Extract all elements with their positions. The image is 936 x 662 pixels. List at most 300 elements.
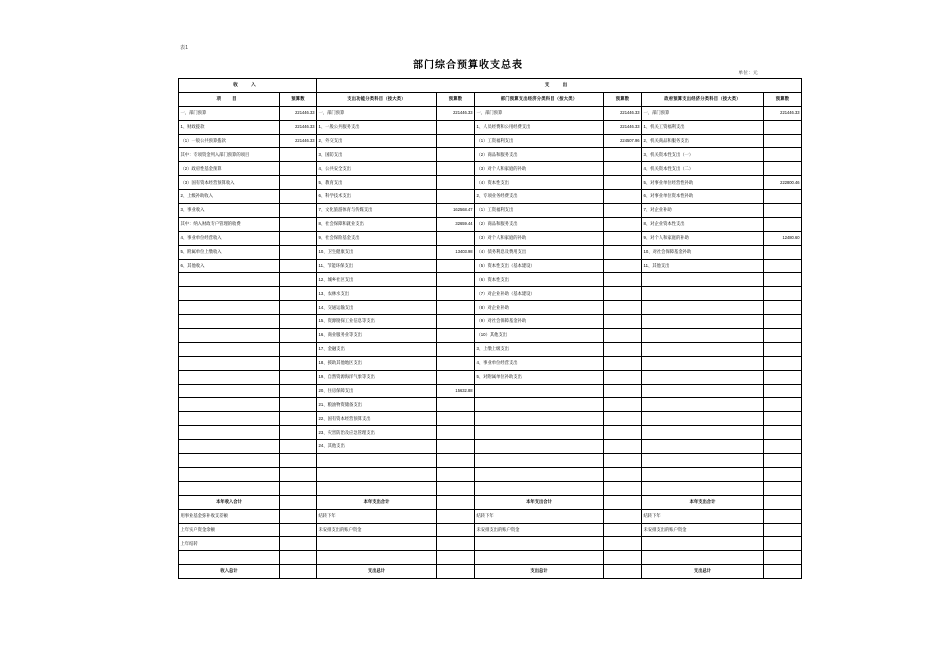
cell-func-amount xyxy=(437,231,475,245)
cell-gov-amount xyxy=(764,315,802,329)
cell-gov-total-label: 支出总计 xyxy=(642,565,764,579)
table-row xyxy=(179,176,802,190)
cell-func-item: 17、金融支出 xyxy=(317,342,437,356)
cell-func-item: 9、社会保险基金支出 xyxy=(317,231,437,245)
cell-dept-item: （3）对个人和家庭的补助 xyxy=(475,231,604,245)
cell-gov-amount xyxy=(764,204,802,218)
cell-income-item xyxy=(179,287,280,301)
cell-dept-amount xyxy=(604,259,642,273)
cell-income-amount xyxy=(280,342,317,356)
cell-func-amount: 221446.33 xyxy=(437,106,475,120)
cell-gov-item xyxy=(642,426,764,440)
cell-func-amount xyxy=(437,287,475,301)
cell-gov-total-amount xyxy=(764,565,802,579)
cell-dept-amount xyxy=(604,454,642,468)
table-row xyxy=(179,245,802,259)
column-header-dept-item: 部门预算支出经济分类科目（按大类） xyxy=(475,92,604,106)
table-row xyxy=(179,162,802,176)
cell-income-item xyxy=(179,329,280,343)
cell-dept-subtotal-amount xyxy=(604,495,642,509)
cell-func-amount xyxy=(437,342,475,356)
cell-dept-item: （9）对社会保障基金补助 xyxy=(475,315,604,329)
cell-func-item: 6、科学技术支出 xyxy=(317,190,437,204)
cell-gov-item: 一、部门预算 xyxy=(642,106,764,120)
budget-table-body xyxy=(179,79,802,579)
cell-dept-item: 一、部门预算 xyxy=(475,106,604,120)
cell-dept-amount xyxy=(604,273,642,287)
cell-func-item: 20、住房保障支出 xyxy=(317,384,437,398)
table-row xyxy=(179,301,802,315)
table-row xyxy=(179,120,802,134)
cell-income-item xyxy=(179,412,280,426)
cell-gov-amount: 12480.60 xyxy=(764,231,802,245)
cell-func-item xyxy=(317,467,437,481)
cell-func-item: 13、农林水支出 xyxy=(317,287,437,301)
cell-gov-item: 8、对企业资本性支出 xyxy=(642,217,764,231)
cell-dept-carryover-amount xyxy=(604,551,642,565)
cell-gov-carryover-label: 未安排支出的账户资金 xyxy=(642,523,764,537)
cell-income-subtotal-label: 本年收入合计 xyxy=(179,495,280,509)
cell-func-amount xyxy=(437,426,475,440)
budget-table xyxy=(178,78,802,579)
cell-gov-carryover-amount xyxy=(764,523,802,537)
cell-func-amount xyxy=(437,273,475,287)
cell-gov-item: 9、对个人和家庭的补助 xyxy=(642,231,764,245)
cell-dept-carryover-label xyxy=(475,551,604,565)
cell-gov-amount xyxy=(764,329,802,343)
cell-dept-amount xyxy=(604,176,642,190)
cell-gov-amount xyxy=(764,162,802,176)
table-row xyxy=(179,134,802,148)
cell-income-item xyxy=(179,356,280,370)
cell-func-amount xyxy=(437,190,475,204)
cell-dept-item: （6）资本性支出 xyxy=(475,273,604,287)
cell-gov-item xyxy=(642,342,764,356)
cell-spacer xyxy=(475,481,604,495)
cell-income-amount xyxy=(280,412,317,426)
table-row xyxy=(179,329,802,343)
table-row xyxy=(179,384,802,398)
cell-dept-item: （2）商品和服务支出 xyxy=(475,148,604,162)
cell-income-amount xyxy=(280,315,317,329)
cell-gov-subtotal-amount xyxy=(764,495,802,509)
cell-func-item: 8、社会保障和就业支出 xyxy=(317,217,437,231)
cell-func-amount xyxy=(437,120,475,134)
unit-note: 单位：元 xyxy=(738,70,758,75)
table-row xyxy=(179,426,802,440)
table-carryover-row xyxy=(179,523,802,537)
cell-income-item: （3）国有资本经营预算收入 xyxy=(179,176,280,190)
cell-gov-amount: 222800.46 xyxy=(764,176,802,190)
cell-income-amount xyxy=(280,398,317,412)
cell-income-amount xyxy=(280,370,317,384)
cell-func-item: 4、公共安全支出 xyxy=(317,162,437,176)
cell-income-item: 其中：纳入财政专户管理的收费 xyxy=(179,217,280,231)
cell-func-carryover-amount xyxy=(437,523,475,537)
cell-func-item: 12、城乡社区支出 xyxy=(317,273,437,287)
cell-func-item: 2、外交支出 xyxy=(317,134,437,148)
cell-gov-item xyxy=(642,329,764,343)
cell-func-item: 16、商业服务业等支出 xyxy=(317,329,437,343)
cell-dept-total-amount xyxy=(604,565,642,579)
cell-gov-amount xyxy=(764,412,802,426)
cell-income-item xyxy=(179,301,280,315)
cell-func-amount: 32659.44 xyxy=(437,217,475,231)
cell-func-item: 19、自然资源海洋气象等支出 xyxy=(317,370,437,384)
cell-gov-amount xyxy=(764,454,802,468)
cell-spacer xyxy=(280,481,317,495)
cell-income-carryover-amount xyxy=(280,523,317,537)
cell-gov-item xyxy=(642,398,764,412)
cell-func-carryover-label xyxy=(317,551,437,565)
table-subtotal-row xyxy=(179,495,802,509)
column-header-func-amount: 预算数 xyxy=(437,92,475,106)
cell-income-item: 5、附属单位上缴收入 xyxy=(179,245,280,259)
table-row xyxy=(179,190,802,204)
cell-income-item: 其中：专项资金列入部门预算的项目 xyxy=(179,148,280,162)
cell-dept-item: （2）商品和服务支出 xyxy=(475,217,604,231)
cell-income-amount xyxy=(280,245,317,259)
cell-income-total-amount xyxy=(280,565,317,579)
cell-income-amount xyxy=(280,301,317,315)
column-header-func-item: 支出功能分类科目（按大类） xyxy=(317,92,437,106)
cell-dept-amount xyxy=(604,162,642,176)
cell-gov-amount xyxy=(764,259,802,273)
cell-gov-amount xyxy=(764,370,802,384)
cell-func-amount xyxy=(437,454,475,468)
cell-income-carryover-label: 上年结转 xyxy=(179,537,280,551)
cell-income-amount xyxy=(280,231,317,245)
table-carryover-row xyxy=(179,551,802,565)
cell-income-item: 2、上级补助收入 xyxy=(179,190,280,204)
cell-gov-item xyxy=(642,454,764,468)
table-row xyxy=(179,148,802,162)
page-title: 部门综合预算收支总表 xyxy=(413,60,523,71)
cell-spacer xyxy=(317,481,437,495)
cell-income-item xyxy=(179,342,280,356)
table-spacer-row xyxy=(179,481,802,495)
cell-func-amount xyxy=(437,162,475,176)
cell-dept-item xyxy=(475,467,604,481)
column-header-income-amount: 预算数 xyxy=(280,92,317,106)
table-row xyxy=(179,454,802,468)
cell-dept-carryover-amount xyxy=(604,523,642,537)
cell-income-carryover-label xyxy=(179,551,280,565)
cell-dept-item: （7）对企业补助（基本建设） xyxy=(475,287,604,301)
cell-gov-amount xyxy=(764,134,802,148)
table-total-row xyxy=(179,565,802,579)
cell-income-amount xyxy=(280,204,317,218)
cell-gov-item: 2、机关商品和服务支出 xyxy=(642,134,764,148)
cell-income-amount: 221446.33 xyxy=(280,134,317,148)
cell-dept-amount xyxy=(604,204,642,218)
cell-income-item: 一、部门预算 xyxy=(179,106,280,120)
cell-income-item xyxy=(179,273,280,287)
cell-dept-item xyxy=(475,426,604,440)
cell-func-item xyxy=(317,454,437,468)
cell-income-carryover-label: 上年实户资金余额 xyxy=(179,523,280,537)
cell-spacer xyxy=(604,481,642,495)
cell-func-amount xyxy=(437,176,475,190)
sheet-label: 表1 xyxy=(180,45,189,51)
cell-income-amount xyxy=(280,217,317,231)
cell-func-item: 23、灾害防治及应急管理支出 xyxy=(317,426,437,440)
cell-dept-amount xyxy=(604,384,642,398)
cell-gov-item xyxy=(642,467,764,481)
cell-income-amount xyxy=(280,356,317,370)
table-column-header-row xyxy=(179,92,802,106)
cell-dept-amount: 224507.96 xyxy=(604,134,642,148)
cell-gov-item xyxy=(642,384,764,398)
group-header-income: 收 入 xyxy=(179,79,317,93)
column-header-gov-item: 政府预算支出经济分类科目（按大类） xyxy=(642,92,764,106)
cell-func-item: 15、资源勘探工业信息等支出 xyxy=(317,315,437,329)
cell-income-amount xyxy=(280,329,317,343)
cell-dept-amount xyxy=(604,342,642,356)
cell-func-carryover-label: 结转下年 xyxy=(317,509,437,523)
cell-func-amount xyxy=(437,329,475,343)
table-row xyxy=(179,370,802,384)
cell-func-item: 18、援助其他地区支出 xyxy=(317,356,437,370)
cell-func-item: 3、国防支出 xyxy=(317,148,437,162)
cell-func-amount xyxy=(437,398,475,412)
cell-gov-item: 6、对事业单位资本性补助 xyxy=(642,190,764,204)
cell-dept-amount xyxy=(604,426,642,440)
cell-gov-amount xyxy=(764,245,802,259)
cell-gov-amount xyxy=(764,467,802,481)
cell-income-item xyxy=(179,398,280,412)
cell-dept-item: 2、专项业务经费支出 xyxy=(475,190,604,204)
cell-func-carryover-amount xyxy=(437,537,475,551)
cell-dept-amount xyxy=(604,370,642,384)
cell-dept-amount xyxy=(604,301,642,315)
cell-dept-item: （1）工资福利支出 xyxy=(475,204,604,218)
cell-spacer xyxy=(437,481,475,495)
cell-income-amount xyxy=(280,454,317,468)
cell-func-carryover-label xyxy=(317,537,437,551)
cell-gov-amount xyxy=(764,426,802,440)
cell-func-amount xyxy=(437,315,475,329)
cell-gov-item: 10、对社会保障基金补助 xyxy=(642,245,764,259)
cell-gov-amount xyxy=(764,440,802,454)
cell-income-amount xyxy=(280,467,317,481)
cell-func-total-amount xyxy=(437,565,475,579)
cell-income-amount xyxy=(280,259,317,273)
table-row xyxy=(179,356,802,370)
cell-func-carryover-label: 未安排支出的账户资金 xyxy=(317,523,437,537)
cell-func-amount xyxy=(437,440,475,454)
cell-income-item: 6、其他收入 xyxy=(179,259,280,273)
cell-func-subtotal-label: 本年支出合计 xyxy=(317,495,437,509)
cell-spacer xyxy=(179,481,280,495)
cell-income-carryover-label: 用事业基金弥补收支差额 xyxy=(179,509,280,523)
cell-func-amount xyxy=(437,301,475,315)
cell-gov-amount xyxy=(764,217,802,231)
cell-gov-item xyxy=(642,356,764,370)
cell-dept-amount xyxy=(604,287,642,301)
cell-dept-item: （10）其他支出 xyxy=(475,329,604,343)
cell-func-carryover-amount xyxy=(437,551,475,565)
cell-dept-amount xyxy=(604,148,642,162)
cell-gov-carryover-amount xyxy=(764,537,802,551)
cell-income-item xyxy=(179,384,280,398)
table-row xyxy=(179,106,802,120)
table-row xyxy=(179,273,802,287)
cell-dept-carryover-amount xyxy=(604,537,642,551)
cell-gov-amount xyxy=(764,120,802,134)
cell-income-amount xyxy=(280,176,317,190)
cell-income-amount xyxy=(280,384,317,398)
cell-func-amount: 13403.98 xyxy=(437,245,475,259)
cell-dept-item: （1）工资福利支出 xyxy=(475,134,604,148)
cell-dept-item: 3、上缴上级支出 xyxy=(475,342,604,356)
cell-gov-item xyxy=(642,301,764,315)
cell-func-item: 7、文化旅游体育与传媒支出 xyxy=(317,204,437,218)
cell-gov-carryover-amount xyxy=(764,551,802,565)
table-row xyxy=(179,467,802,481)
cell-gov-item xyxy=(642,370,764,384)
cell-dept-item: （4）债务利息及费用支出 xyxy=(475,245,604,259)
cell-dept-item xyxy=(475,440,604,454)
cell-dept-item: 4、事业单位经营支出 xyxy=(475,356,604,370)
cell-income-item: （1）一般公共预算拨款 xyxy=(179,134,280,148)
cell-gov-amount xyxy=(764,398,802,412)
cell-dept-amount xyxy=(604,217,642,231)
cell-dept-amount xyxy=(604,190,642,204)
cell-gov-amount xyxy=(764,384,802,398)
cell-gov-subtotal-label: 本年支出合计 xyxy=(642,495,764,509)
cell-func-item: 1、一般公共服务支出 xyxy=(317,120,437,134)
cell-func-amount xyxy=(437,259,475,273)
cell-income-item xyxy=(179,467,280,481)
cell-income-carryover-amount xyxy=(280,551,317,565)
cell-gov-amount xyxy=(764,356,802,370)
cell-dept-carryover-label: 未安排支出的账户资金 xyxy=(475,523,604,537)
cell-spacer xyxy=(764,481,802,495)
cell-dept-amount xyxy=(604,467,642,481)
cell-dept-total-label: 支出总计 xyxy=(475,565,604,579)
cell-gov-item: 5、对事业单位经营性补助 xyxy=(642,176,764,190)
cell-dept-amount xyxy=(604,315,642,329)
cell-dept-amount: 221446.33 xyxy=(604,106,642,120)
cell-func-item: 10、卫生健康支出 xyxy=(317,245,437,259)
cell-income-total-label: 收入总计 xyxy=(179,565,280,579)
cell-dept-item: （3）对个人和家庭的补助 xyxy=(475,162,604,176)
table-row xyxy=(179,315,802,329)
table-row xyxy=(179,412,802,426)
cell-func-amount xyxy=(437,356,475,370)
cell-dept-item xyxy=(475,398,604,412)
table-row xyxy=(179,440,802,454)
cell-dept-item xyxy=(475,454,604,468)
cell-income-item: 3、事业收入 xyxy=(179,204,280,218)
cell-gov-item xyxy=(642,412,764,426)
cell-func-amount xyxy=(437,370,475,384)
cell-func-amount: 15632.88 xyxy=(437,384,475,398)
cell-dept-amount xyxy=(604,440,642,454)
cell-func-amount: 162568.47 xyxy=(437,204,475,218)
cell-dept-item: 1、人员经费和公用经费支出 xyxy=(475,120,604,134)
cell-income-item: 1、财政拨款 xyxy=(179,120,280,134)
cell-income-item: （2）政府性基金预算 xyxy=(179,162,280,176)
cell-income-amount xyxy=(280,440,317,454)
cell-income-amount: 221446.33 xyxy=(280,120,317,134)
cell-dept-subtotal-label: 本年支出合计 xyxy=(475,495,604,509)
cell-income-carryover-amount xyxy=(280,537,317,551)
cell-dept-amount xyxy=(604,398,642,412)
table-row xyxy=(179,231,802,245)
cell-income-amount xyxy=(280,287,317,301)
cell-gov-item: 11、其他支出 xyxy=(642,259,764,273)
cell-func-amount xyxy=(437,467,475,481)
cell-dept-carryover-amount xyxy=(604,509,642,523)
cell-func-total-label: 支出总计 xyxy=(317,565,437,579)
cell-dept-item: （4）资本性支出 xyxy=(475,176,604,190)
table-row xyxy=(179,398,802,412)
cell-income-item xyxy=(179,454,280,468)
cell-dept-item xyxy=(475,384,604,398)
cell-gov-item xyxy=(642,315,764,329)
cell-income-amount xyxy=(280,426,317,440)
cell-dept-carryover-label: 结转下年 xyxy=(475,509,604,523)
cell-dept-amount xyxy=(604,412,642,426)
cell-dept-carryover-label xyxy=(475,537,604,551)
cell-dept-item xyxy=(475,412,604,426)
cell-func-item: 22、国有资本经营预算支出 xyxy=(317,412,437,426)
cell-gov-item: 4、机关资本性支出（二） xyxy=(642,162,764,176)
table-row xyxy=(179,287,802,301)
table-row xyxy=(179,217,802,231)
cell-income-item xyxy=(179,426,280,440)
cell-gov-item: 3、机关资本性支出（一） xyxy=(642,148,764,162)
cell-gov-item xyxy=(642,440,764,454)
cell-dept-amount xyxy=(604,356,642,370)
table-row xyxy=(179,204,802,218)
cell-income-amount xyxy=(280,148,317,162)
cell-gov-carryover-amount xyxy=(764,509,802,523)
column-header-dept-amount: 预算数 xyxy=(604,92,642,106)
table-group-header-row xyxy=(179,79,802,93)
cell-gov-amount xyxy=(764,148,802,162)
cell-func-amount xyxy=(437,148,475,162)
table-row xyxy=(179,259,802,273)
cell-func-amount xyxy=(437,134,475,148)
cell-func-amount xyxy=(437,412,475,426)
cell-dept-amount xyxy=(604,329,642,343)
cell-income-amount xyxy=(280,162,317,176)
cell-func-item: 11、节能环保支出 xyxy=(317,259,437,273)
cell-income-item xyxy=(179,315,280,329)
cell-dept-amount: 221446.33 xyxy=(604,120,642,134)
cell-gov-amount xyxy=(764,287,802,301)
table-carryover-row xyxy=(179,537,802,551)
cell-gov-item: 7、对企业补助 xyxy=(642,204,764,218)
cell-dept-item: （8）对企业补助 xyxy=(475,301,604,315)
column-header-income-item: 项 目 xyxy=(179,92,280,106)
cell-gov-item xyxy=(642,273,764,287)
cell-spacer xyxy=(642,481,764,495)
cell-income-amount xyxy=(280,190,317,204)
cell-income-item xyxy=(179,440,280,454)
cell-gov-item xyxy=(642,287,764,301)
cell-gov-amount xyxy=(764,301,802,315)
cell-dept-item: （5）资本性支出（基本建设） xyxy=(475,259,604,273)
group-header-expenditure: 支 出 xyxy=(317,79,802,93)
cell-gov-carryover-label: 结转下年 xyxy=(642,509,764,523)
cell-gov-amount xyxy=(764,273,802,287)
cell-gov-carryover-label xyxy=(642,537,764,551)
cell-func-item: 24、其他支出 xyxy=(317,440,437,454)
